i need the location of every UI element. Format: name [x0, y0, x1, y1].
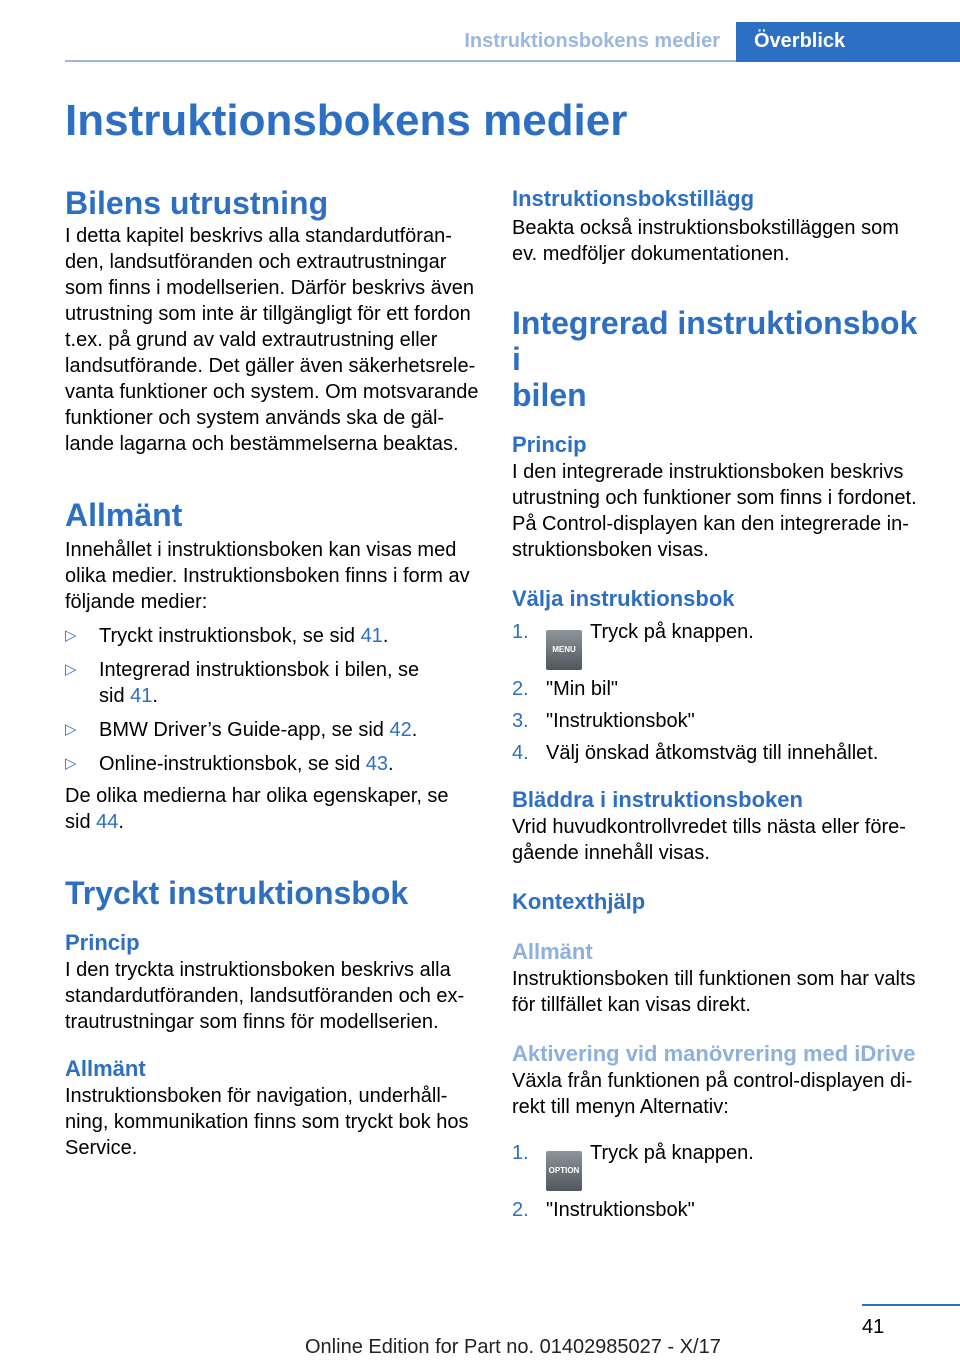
option-button-icon: OPTION: [546, 1151, 582, 1191]
left-column: [65, 185, 480, 1161]
valja-steps: [512, 619, 932, 766]
right-column: [512, 185, 932, 1223]
triangle-bullet-icon: ▷: [65, 627, 77, 644]
paragraph-aktivering: Växla från funktionen på control-displayen di- rekt till menyn Alternativ:: [512, 1070, 913, 1118]
list-item: 4. Välj önskad åtkomstväg till innehållet.: [512, 742, 879, 764]
header-section: Instruktionsbokens medier: [464, 30, 720, 52]
page-title: Instruktionsbokens medier: [65, 96, 628, 145]
subheading-bladdra: Bläddra i instruktionsboken: [512, 787, 803, 812]
subheading-aktivering: Aktivering vid manövrering med iDrive: [512, 1041, 916, 1066]
subheading-allmant: Allmänt: [65, 1056, 146, 1081]
triangle-bullet-icon: ▷: [65, 721, 77, 738]
menu-button-icon: MENU: [546, 630, 582, 670]
page-link[interactable]: 42: [389, 719, 412, 741]
heading-allmant: Allmänt: [65, 497, 183, 533]
list-item: ▷ Integrerad instruktionsbok i bilen, se sid 41.: [65, 659, 420, 707]
heading-instruktionsbokstillagg: Instruktionsbokstillägg: [512, 186, 755, 211]
triangle-bullet-icon: ▷: [65, 661, 77, 678]
page-number: 41: [862, 1316, 885, 1338]
list-item: 1. MENUTryck på knappen.: [512, 619, 932, 670]
list-item: ▷ Tryckt instruktionsbok, se sid 41.: [65, 625, 389, 647]
header-tab: Överblick: [736, 22, 960, 62]
page-link[interactable]: 41: [130, 685, 153, 707]
paragraph-tryckt-princip: I den tryckta instruktionsboken beskrivs alla standardutföranden, landsutföranden och ex- trautrustningar som finns för modellserien.: [65, 959, 465, 1033]
paragraph-bilens-utrustning: I detta kapitel beskrivs alla standardutföran- den, landsutföranden och extrautrustningar som finns i modellserien. Därför beskrivs även utrustning som inte är tillgängligt för ett fordon t.ex. på grund av vald extrautrustning eller landsutförande. Det gäller även säkerhetsrele- vanta funktioner och system. Om motsvarande funktioner och system används ska de gäl- lande lagarna och bestämmelserna beaktas.: [65, 225, 479, 455]
heading-bilens-utrustning: Bilens utrustning: [65, 185, 329, 221]
footer-edition: Online Edition for Part no. 01402985027 - X/17: [305, 1336, 721, 1358]
subheading-valja: Välja instruktionsbok: [512, 586, 735, 611]
paragraph-tillagg: Beakta också instruktionsbokstilläggen som ev. medföljer dokumentationen.: [512, 217, 899, 265]
paragraph-tryckt-allmant: Instruktionsboken för navigation, underhåll- ning, kommunikation finns som tryckt bok hos Service.: [65, 1085, 469, 1159]
subheading-kontexthjalp: Kontexthjälp: [512, 889, 646, 914]
paragraph-bladdra: Vrid huvudkontrollvredet tills nästa eller före- gående innehåll visas.: [512, 816, 906, 864]
footer-rule: [862, 1304, 960, 1306]
page-link[interactable]: 43: [365, 753, 389, 775]
page-link[interactable]: 44: [96, 811, 119, 833]
triangle-bullet-icon: ▷: [65, 755, 77, 772]
list-item: ▷ Online-instruktionsbok, se sid 43.: [65, 753, 394, 775]
aktivering-steps: [512, 1140, 932, 1223]
list-item: 1. OPTIONTryck på knappen.: [512, 1140, 932, 1191]
heading-tryckt: Tryckt instruktionsbok: [65, 875, 409, 911]
paragraph-allmant: Innehållet i instruktionsboken kan visas med olika medier. Instruktionsboken finns i form av följande medier:: [65, 539, 470, 613]
list-item: ▷ BMW Driver’s Guide-app, se sid 42.: [65, 719, 418, 741]
heading-integrerad: Integrerad instruktionsbok i bilen: [512, 305, 918, 413]
subheading-princip: Princip: [65, 930, 140, 955]
page-link[interactable]: 41: [360, 625, 383, 647]
subheading-princip: Princip: [512, 432, 587, 457]
paragraph-media-properties: De olika medierna har olika egenskaper, se sid 44.: [65, 785, 449, 833]
paragraph-kontext-allmant: Instruktionsboken till funktionen som har valts för tillfället kan visas direkt.: [512, 968, 916, 1016]
media-list: [65, 623, 480, 777]
list-item: 3. "Instruktionsbok": [512, 710, 695, 732]
list-item: 2. "Min bil": [512, 678, 618, 700]
paragraph-integrerad-princip: I den integrerade instruktionsboken beskrivs utrustning och funktioner som finns i fordonet. På Control-displayen kan den integrerade in- struktionsboken visas.: [512, 461, 917, 561]
list-item: 2. "Instruktionsbok": [512, 1199, 695, 1221]
subheading-allmant: Allmänt: [512, 939, 593, 964]
